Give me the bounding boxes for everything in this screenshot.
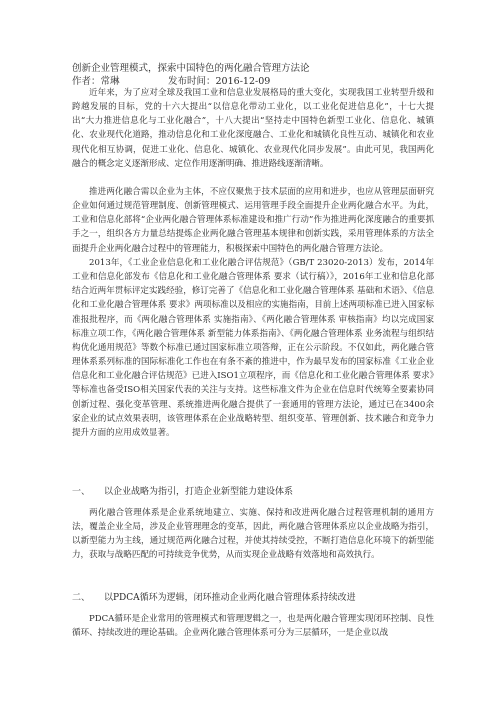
section-number: 一、	[72, 487, 91, 497]
section-title: 以企业战略为指引，打造企业新型能力建设体系	[104, 487, 294, 497]
paragraph-4: 两化融合管理体系是企业系统地建立、实施、保持和改进两化融合过程管理机制的通用方法，覆盖企业全局，涉及企业管理理念的变革，因此，两化融合管理体系应以企业战略为指引，以新型能力为主线，通过规范两化融合过程，并使其持续受控，不断打造信息化环境下的新型能力，获取与战略匹配的可持续竞争优势，从而实现企业战略有效落地和高效执行。	[72, 508, 434, 561]
publish-date-label: 发布时间：	[168, 76, 216, 87]
paragraph-3: 2013年，《工业企业信息化和工业化融合评估规范》（GB/T 23020-2013）发布，2014年工业和信息化部发布《信息化和工业化融合管理体系 要求（试行稿）》，2016年工业和信息化部结合近两年贯标评定实践经验，修订完善了《信息化和工业化融合管理体系 基础和术语》、《信息化和工业化融合管理体系 要求》两项标准以及相应的实施指南，目前上述两项标准已进入国家标准报批程序，而《两化融合管理体系 实施指南》、《两化融合管理体系 审核指南》均以完成国家标准立项工作，《两化融合管理体系 新型能力体系指南》、《两化融合管理体系 业务流程与组织结构优化通用规范》等数个标准已通过国家标准立项答辩，正在公示阶段。不仅如此，两化融合管理体系系列标准的国际标准化工作也在有条不紊的推进中，作为最早发布的国家标准《工业企业信息化和工业化融合评估规范》已进入ISO1立项程序，而《信息化和工业化融合管理体系 要求》等标准也备受ISO相关国家代表的关注与支持。这些标准文件为企业在信息时代统筹全要素协同创新过程、强化变革管理、系统推进两化融合提供了一套通用的管理方法论，通过已在3400余家企业的试点效果表明，该管理体系在企业战略转型、组织变革、管理创新、技术融合和竞争力提升方面的应用成效显著。	[72, 258, 434, 438]
section-heading-1	[72, 484, 442, 497]
paragraph-1: 近年来，为了应对全球及我国工业和信息业发展格局的重大变化，实现我国工业转型升级和跨越发展的目标，党的十六大提出“以信息化带动工业化，以工业化促进信息化”，十七大提出“大力推进信息化与工业化融合”，十八大提出“坚持走中国特色新型工业化、信息化、城镇化、农业现代化道路，推动信息化和工业化深度融合、工业化和城镇化良性互动、城镇化和农业现代化相互协调，促进工业化、信息化、城镇化、农业现代化同步发展”。由此可见，我国两化融合的概念定义逐渐形成、定位作用逐渐明确、推进路线逐渐清晰。	[72, 88, 434, 169]
section-number: 二、	[72, 593, 91, 603]
article-title: 创新企业管理模式，探索中国特色的两化融合管理方法论	[72, 63, 310, 74]
article-meta	[72, 73, 270, 87]
section-title: 以PDCA循环为逻辑，闭环推动企业两化融合管理体系持续改进	[104, 593, 356, 603]
paragraph-5: PDCA循环是企业常用的管理模式和管理逻辑之一，也是两化融合管理实现闭环控制、良性循环、持续改进的理论基础。企业两化融合管理体系可分为三层循环，一是企业以战	[72, 614, 434, 639]
section-heading-2	[72, 590, 442, 603]
publish-date-value: 2016-12-09	[215, 76, 271, 87]
author-label: 作者：常琳	[72, 76, 120, 87]
paragraph-2: 推进两化融合需以企业为主体，不应仅聚焦于技术层面的应用和进步，也应从管理层面研究企业如何通过规范管理制度、创新管理模式、运用管理手段全面提升企业两化融合水平。为此，工业和信息化部将“企业两化融合管理体系标准建设和推广行动”作为推进两化深度融合的重要抓手之一，组织各方力量总结提炼企业两化融合管理基本规律和创新实践，采用管理体系的方法全面提升企业两化融合过程中的管理能力，积极探索中国特色的两化融合管理方法论。	[72, 187, 434, 254]
